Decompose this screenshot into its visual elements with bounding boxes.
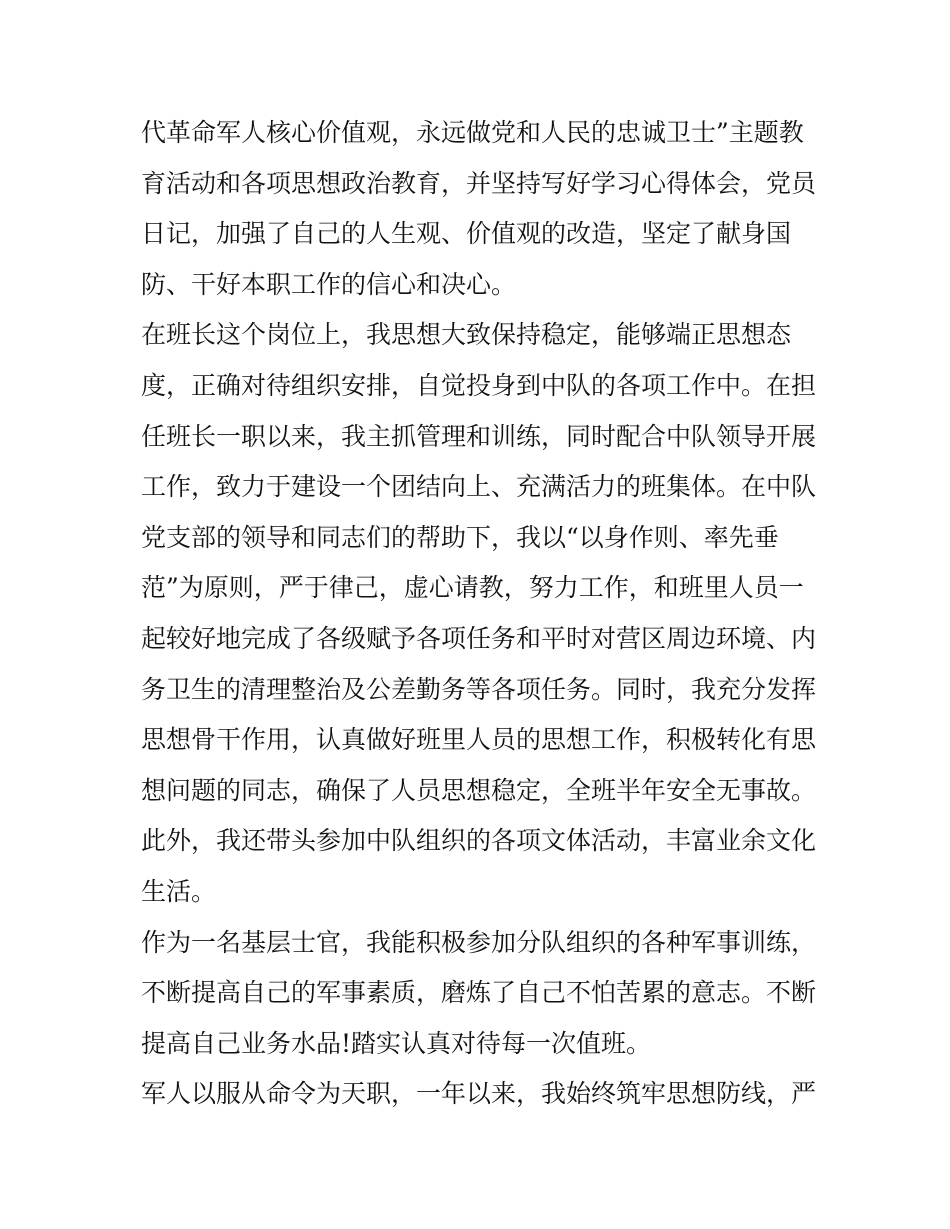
text-line: 任班长一职以来，我主抓管理和训练，同时配合中队领导开展 xyxy=(141,421,817,451)
text-line: 思想骨干作用，认真做好班里人员的思想工作，积极转化有思 xyxy=(141,725,817,755)
text-line: 防、干好本职工作的信心和决心。 xyxy=(141,269,517,299)
text-line: 此外，我还带头参加中队组织的各项文体活动，丰富业余文化 xyxy=(141,826,817,856)
text-line: 务卫生的清理整治及公差勤务等各项任务。同时，我充分发挥 xyxy=(141,674,817,704)
text-line: 作为一名基层士官，我能积极参加分队组织的各种军事训练， xyxy=(141,927,817,957)
text-line: 党支部的领导和同志们的帮助下，我以“以身作则、率先垂 xyxy=(141,522,779,552)
text-line: 想问题的同志，确保了人员思想稳定，全班半年安全无事故。 xyxy=(141,775,817,805)
text-line: 提高自己业务水品!踏实认真对待每一次值班。 xyxy=(141,1028,652,1058)
text-line: 军人以服从命令为天职，一年以来，我始终筑牢思想防线，严 xyxy=(141,1079,817,1109)
text-line: 生活。 xyxy=(141,876,217,906)
text-line: 在班长这个岗位上，我思想大致保持稳定，能够端正思想态 xyxy=(141,320,792,350)
text-line: 起较好地完成了各级赋予各项任务和平时对营区周边环境、内 xyxy=(141,623,817,653)
text-line: 育活动和各项思想政治教育，并坚持写好学习心得体会，党员 xyxy=(141,168,817,198)
text-line: 不断提高自己的军事素质，磨炼了自己不怕苦累的意志。不断 xyxy=(141,978,817,1008)
text-line: 范”为原则，严于律己，虚心请教，努力工作，和班里人员一 xyxy=(141,573,804,603)
document-body xyxy=(141,108,821,1120)
text-line: 代革命军人核心价值观，永远做党和人民的忠诚卫士”主题教 xyxy=(141,118,804,147)
text-line: 工作，致力于建设一个团结向上、充满活力的班集体。在中队 xyxy=(141,472,817,502)
text-line: 度，正确对待组织安排，自觉投身到中队的各项工作中。在担 xyxy=(141,370,817,400)
text-line: 日记，加强了自己的人生观、价值观的改造，坚定了献身国 xyxy=(141,219,792,249)
